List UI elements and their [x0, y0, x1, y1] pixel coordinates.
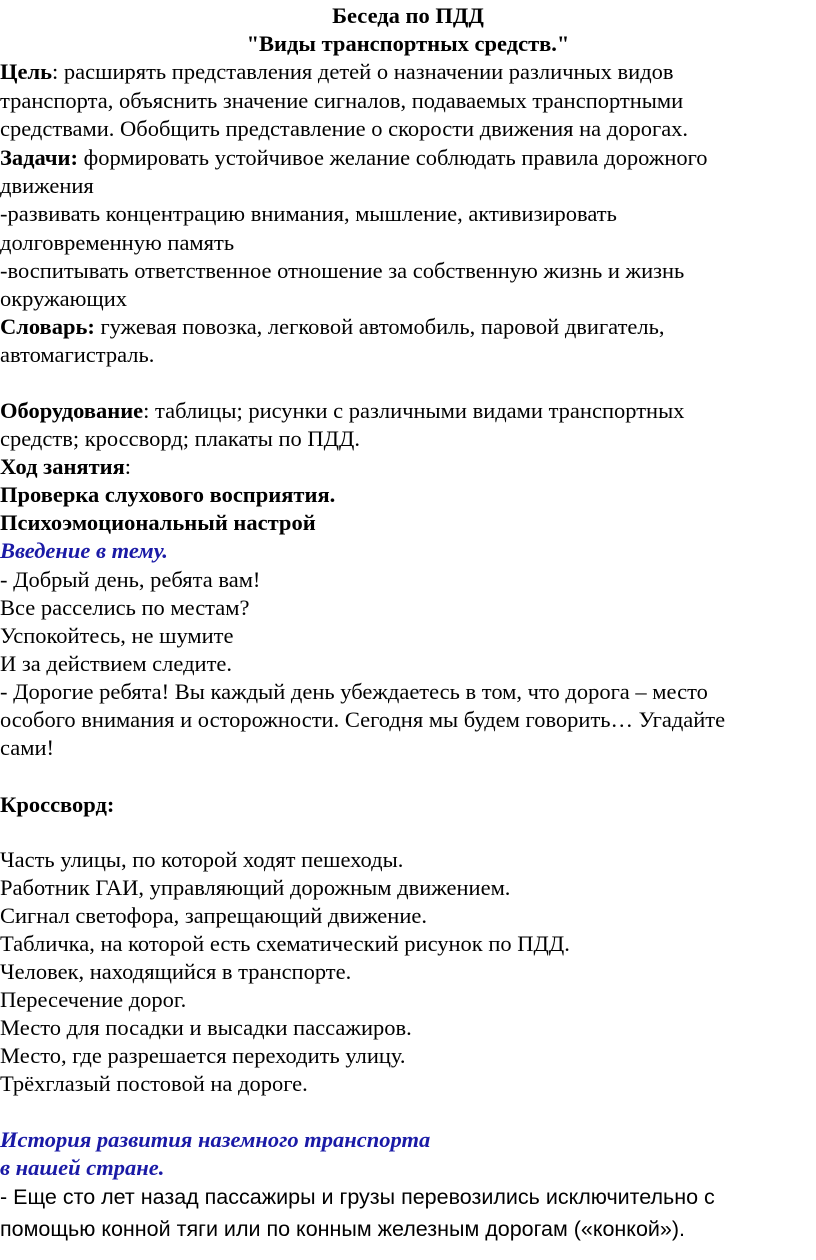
lesson-mood: Психоэмоциональный настрой	[0, 510, 316, 535]
goal-line-1	[0, 58, 674, 86]
crossword-item: Пересечение дорог.	[0, 987, 187, 1012]
crossword-item: Сигнал светофора, запрещающий движение.	[0, 903, 427, 928]
history-line-2: помощью конной тяги или по конным железным дорогам («конкой»).	[0, 1217, 685, 1241]
lesson-colon: :	[124, 454, 132, 479]
intro-heading: Введение в тему.	[0, 538, 168, 563]
equipment-line-1	[0, 397, 684, 425]
intro-line: особого внимания и осторожности. Сегодня мы будем говорить… Угадайте	[0, 707, 726, 732]
tasks-text-1: формировать устойчивое желание соблюдать правила дорожного	[78, 145, 708, 170]
tasks-line-1	[0, 144, 708, 172]
history-heading-1: История развития наземного транспорта	[0, 1127, 431, 1152]
intro-line: - Дорогие ребята! Вы каждый день убеждаетесь в том, что дорога – место	[0, 679, 708, 704]
vocabulary-label: Словарь:	[0, 314, 95, 339]
tasks-line-2: движения	[0, 173, 94, 198]
goal-label: Цель	[0, 59, 53, 84]
goal-line-2: транспорта, объяснить значение сигналов, подаваемых транспортными	[0, 88, 684, 113]
vocabulary-line-2: автомагистраль.	[0, 342, 155, 367]
intro-line: - Добрый день, ребята вам!	[0, 567, 261, 592]
goal-line-3: средствами. Обобщить представление о скорости движения на дорогах.	[0, 116, 689, 141]
tasks-line-3: -развивать концентрацию внимания, мышление, активизировать	[0, 201, 617, 226]
lesson-label: Ход занятия	[0, 454, 125, 479]
history-line-1: - Еще сто лет назад пассажиры и грузы перевозились исключительно с	[0, 1185, 715, 1209]
intro-line: сами!	[0, 735, 55, 760]
tasks-line-6: окружающих	[0, 286, 128, 311]
equipment-label: Оборудование	[0, 398, 144, 423]
intro-line: Все расселись по местам?	[0, 595, 250, 620]
goal-text-1: : расширять представления детей о назначении различных видов	[52, 59, 674, 84]
document-subtitle: "Виды транспортных средств."	[246, 31, 570, 56]
lesson-heading	[0, 453, 131, 481]
equipment-line-2: средств; кроссворд; плакаты по ПДД.	[0, 426, 360, 451]
crossword-item: Человек, находящийся в транспорте.	[0, 959, 352, 984]
document-title: Беседа по ПДД	[332, 3, 484, 28]
crossword-item: Место для посадки и высадки пассажиров.	[0, 1015, 412, 1040]
tasks-line-5: -воспитывать ответственное отношение за собственную жизнь и жизнь	[0, 258, 685, 283]
intro-line: Успокойтесь, не шумите	[0, 623, 234, 648]
equipment-text-1: : таблицы; рисунки с различными видами транспортных	[143, 398, 685, 423]
crossword-item: Трёхглазый постовой на дороге.	[0, 1071, 308, 1096]
tasks-label: Задачи:	[0, 145, 79, 170]
vocabulary-text-1: гужевая повозка, легковой автомобиль, паровой двигатель,	[94, 314, 665, 339]
lesson-check: Проверка слухового восприятия.	[0, 482, 336, 507]
intro-line: И за действием следите.	[0, 651, 233, 676]
history-heading-2: в нашей стране.	[0, 1155, 165, 1180]
tasks-line-4: долговременную память	[0, 230, 235, 255]
crossword-item: Место, где разрешается переходить улицу.	[0, 1043, 406, 1068]
crossword-item: Работник ГАИ, управляющий дорожным движением.	[0, 875, 511, 900]
crossword-item: Табличка, на которой есть схематический рисунок по ПДД.	[0, 931, 570, 956]
crossword-item: Часть улицы, по которой ходят пешеходы.	[0, 847, 404, 872]
crossword-heading: Кроссворд:	[0, 792, 115, 817]
vocabulary-line-1	[0, 313, 665, 341]
